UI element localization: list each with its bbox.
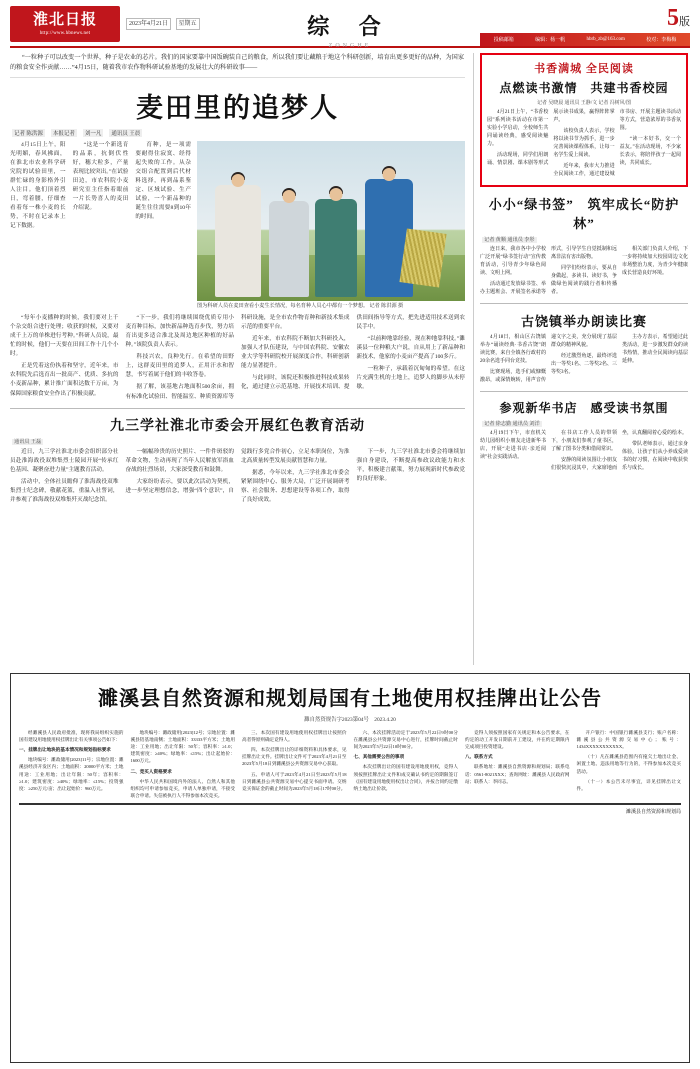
- second-paragraph: 活动中，全体社员瞻仰了淮海战役双堆集烈士纪念碑，敬献花篮，重温入社誓词，并参观了淮海战役双堆集歼灭战纪念馆。: [10, 478, 119, 503]
- feature3-paragraph: 比赛现场，选手们或慷慨激昂，或深情婉转，用声音传递文字之美，充分展现了基层群众的精神风貌。: [480, 335, 617, 383]
- lead-abstract: “一粒种子可以改变一个世界，种子是农业的芯片。我们的国家要靠中国饭碗装自己的粮食，所以我们要让藏粮于地这个科研创新，培育出更多更好的品种，为国家的粮食安全作贡献……”4月15日，随着我市农作物科研试验基地的发展壮大的科研故事——: [10, 53, 465, 78]
- notice-paragraph: 二、竞买人资格要求: [130, 768, 172, 774]
- notice-title: 濉溪县自然资源和规划局国有土地使用权挂牌出让公告: [98, 688, 602, 710]
- feature1-paragraph: 4月21日上午，“书香校园”系列读书活动在市第一实验小学启动，全校师生共同诵读经典，感受阅读魅力。: [487, 110, 549, 147]
- feature2-paragraph: 相关部门负责人介绍，下一步将持续加大校园周边文化市场整治力度，为青少年健康成长营造良好环境。: [622, 247, 688, 276]
- second-paragraph: 下一步，九三学社淮北市委会将继续加强自身建设，不断提高参政议政能力和水平，积极建言献策，努力展现新时代参政党的良好形象。: [356, 448, 465, 482]
- notice-body: [19, 729, 681, 799]
- photo-person-2: [269, 201, 309, 297]
- notice-signature: 濉溪县自然资源和规划局: [625, 809, 681, 815]
- page-number-value: 5: [667, 5, 679, 31]
- feature2-byline-text: 记者 黄顺 通讯员 李彤: [484, 237, 535, 243]
- photo-person-3: [315, 199, 357, 297]
- second-paragraph: 据悉，今年以来，九三学社淮北市委会紧紧围绕中心、服务大局，广泛开展调研考察、社会服务、思想建设等各项工作，取得了良好成效。: [241, 469, 350, 503]
- lead-paragraph: 育种，是一项需要耐得住寂寞、经得起失败的工作。从杂交组合配置到后代材料选择，再到品系鉴定、区域试验、生产试验，一个新品种的诞生往往需要8到10年的时间。: [135, 141, 191, 221]
- feature2-paragraph: 同学们纷纷表示，要从自身做起，多读书、读好书，争做绿色阅读的践行者和传播者。: [551, 266, 617, 295]
- notice-paragraph: 开户银行：中国银行濉溪县支行；账户名称：濉溪县公共资源交易中心；账号：1434XXXXXXXXXXX。: [576, 730, 681, 750]
- feature1-byline: 记者 吴晓晨 通讯员 王静/文 记者 冯树风/图: [536, 101, 632, 106]
- notice-paragraph: 本次挂牌出让的国有建设用地使用权，竞得人须按照挂牌出让文件和成交确认书约定的期限签订《国有建设用地使用权出让合同》，并按合同约定缴纳土地出让价款。: [353, 764, 458, 791]
- notice-doc-date: 2023.4.20: [374, 717, 396, 723]
- feature1-title: 点燃读书激情 共建书香校园: [499, 81, 669, 95]
- feature4-paragraph: 4月19日下午，市直机关幼儿园组织小朋友走进新华书店，开展“走进书店·亲近阅读”社会实践活动。: [480, 431, 546, 460]
- lead-paragraph: 4月15日上午，阳光明媚，春风拂面，在淮北市农业科学研究院的试验田里，一群忙碌的身影格外引人注目。他们顶着烈日，弯着腰，仔细查看着每一株小麦的长势，不时在记录本上记下数据。: [10, 141, 66, 230]
- land-notice: [10, 673, 690, 1063]
- highlighted-feature: [480, 53, 688, 187]
- feature1-paragraph: “读一本好书，交一个益友。”在活动现场，不少家长表示，将陪伴孩子一起阅读，共同成长。: [619, 137, 681, 166]
- byline-0: 记者 陈洪源: [14, 130, 43, 137]
- feature1-paragraph: 该校负责人表示，学校将以读书节为抓手，进一步完善阅读课程体系，让每一名学生爱上阅读。: [553, 129, 615, 158]
- feature4-body: [480, 430, 688, 473]
- notice-paragraph: 八、联系方式: [465, 754, 493, 760]
- second-paragraph: 近日，九三学社淮北市委会组织部分社员赴淮海战役双堆集烈士陵园开展“传承红色基因、凝聚奋进力量”主题教育活动。: [10, 448, 119, 473]
- second-byline-text: 通讯员 王磊: [14, 438, 42, 445]
- notice-paragraph: （十）凡在濉溪县范围内有拖欠土地出让金、闲置土地、违法用地等行为的，不得参加本次竞买活动。: [576, 754, 681, 774]
- lead-paragraph: 据了解，该基地占地面积500余亩，拥有标准化试验田、智能温室、种质资源库等科研设施，是全市农作物育种和新技术集成示范的重要平台。: [125, 315, 350, 400]
- feature4-byline-text: 记者 徐志勤 通讯员 刘洋: [484, 421, 540, 427]
- notice-doc-number: [19, 715, 681, 723]
- upper-content: [10, 53, 690, 665]
- notice-paragraph: 竞得人须按照国家有关规定和本公告要求，在约定的动工开发日期前开工建设，并在约定期限内完成项目投资建设。: [465, 730, 570, 750]
- newspaper-logo: [10, 6, 120, 42]
- second-body: [10, 448, 465, 505]
- notice-paragraph: 四、本次挂牌出让的详细资料和具体要求，见挂牌出让文件。挂牌出让文件可于2023年4月21日至2023年5月18日到濉溪县公共资源交易中心获取。: [242, 747, 347, 767]
- lead-headline: 麦田里的追梦人: [136, 92, 339, 123]
- notice-paragraph: 地块编号：濉政储用[2023]12号；宗地位置：濉溪县铝基地南侧；土地面积：33333平方米；土地用途：工业用地；出让年限：50年；容积率：≥1.0；建筑密度：≥40%；绿地率：≤15%；出让起始价：1600万元。: [130, 730, 235, 764]
- left-column: [10, 53, 465, 665]
- section-title: 综 合: [307, 14, 393, 39]
- notice-paragraph: 七、其他需要公告的事项: [353, 754, 405, 760]
- feature4-paragraph: 带队老师表示，通过亲身体验，让孩子们从小养成爱读书的好习惯，在阅读中收获快乐与成长。: [622, 442, 688, 471]
- lead-paragraph: 科技兴农，良种先行。在希望的田野上，这群麦田里的追梦人，正用汗水和智慧，书写着属于他们的丰收答卷。: [125, 354, 234, 379]
- masthead: [10, 6, 690, 48]
- notice-doc-no-text: 濉自然资规告字2023第04号: [304, 717, 369, 723]
- lead-photo: [197, 141, 465, 301]
- feature2-byline: [482, 236, 688, 243]
- byline-3: 通讯员 王晨: [111, 130, 141, 137]
- second-paragraph: 一幅幅珍贵的历史照片、一件件斑驳的革命文物，生动再现了当年人民解放军浴血奋战的壮烈场景，大家深受教育和鼓舞。: [125, 448, 234, 473]
- divider: [480, 303, 688, 304]
- lead-paragraph: 一粒种子，承载着沉甸甸的希望。在这片充满生机的土地上，追梦人的脚步从未停歇。: [356, 366, 465, 391]
- second-headline: 九三学社淮北市委会开展红色教育活动: [110, 418, 365, 434]
- right-column: [473, 53, 688, 665]
- feature2-paragraph: 连日来，我市各中小学校广泛开展“绿书签行动”宣传教育活动，引导青少年绿色阅读、文明上网。: [480, 247, 546, 276]
- page-number-unit: 版: [679, 16, 690, 28]
- feature4-byline: [482, 420, 688, 427]
- photo-person-1: [215, 185, 261, 297]
- lead-paragraph: “每年小麦播种的时候，我们要对上千个杂交组合进行处理；收获的时候，又要对成千上万的单株进行考种。”科研人员说，最忙的时候，他们一天要在田间工作十几个小时。: [10, 315, 119, 358]
- feature3-body: [480, 334, 688, 385]
- feature1-kicker: 书香满城 全民阅读: [534, 63, 634, 75]
- notice-paragraph: 经濉溪县人民政府批准，现将我局组织实施的国有建设用地使用权挂牌出让有关事项公告如下：: [19, 730, 124, 743]
- feature1-paragraph: 活动现场，同学们用朗诵、情景剧、课本剧等形式展示读书成果，赢得阵阵掌声。: [487, 110, 615, 166]
- divider: [480, 391, 688, 392]
- feature2-body: [480, 246, 688, 297]
- feature2-title: 小小“绿书签” 筑牢成长“防护林”: [488, 197, 680, 231]
- lead-paragraph: “以前种地靠经验，现在种地靠科技。”濉溪县一位种粮大户说，自从用上了新品种和新技术，他家的小麦亩产提高了100多斤。: [356, 336, 465, 361]
- page-number: [480, 6, 690, 30]
- editor-banner: [480, 33, 690, 46]
- page-number-block: [480, 6, 690, 46]
- feature4-paragraph: 安静的阅读氛围让小朋友们很快沉浸其中，大家席地而坐，认真翻阅着心爱的绘本。: [551, 431, 688, 471]
- feature3-title: 古饶镇举办朗读比赛: [520, 314, 647, 329]
- lead-body-top: [10, 141, 191, 231]
- notice-paragraph: 一、挂牌出让地块的基本情况和规划指标要求: [19, 747, 111, 753]
- banner-item-2: hbrb_zb@163.com: [586, 37, 625, 42]
- feature4-paragraph: 在书店工作人员的带领下，小朋友们参观了童书区，了解了图书分类和借阅常识。: [551, 431, 617, 452]
- divider: [10, 408, 465, 409]
- notice-paragraph: 联系地址：濉溪县自然资源和规划局；联系电话：0561-8021XXX；查询网址：濉溪县人民政府网站；联系人：李同志。: [465, 764, 570, 784]
- feature2-paragraph: 活动通过发放绿书签、举办主题班会、开展签名承诺等形式，引导学生自觉抵制和远离非法有害出版物。: [480, 247, 617, 295]
- lead-paragraph: “下一步，我们将继续围绕优质专用小麦育种目标，加快新品种选育步伐，努力培育出更多适合淮北及周边地区种植的好品种。”该院负责人表示。: [125, 315, 234, 349]
- byline-1: 本报记者: [52, 130, 75, 137]
- issue-date: 2023年4月21日: [126, 18, 171, 30]
- photo-caption: 图为科研人员在麦田查看小麦生长情况，每名育种人员心中都有一个梦想。 记者 陈洪源 摄: [197, 302, 404, 309]
- issue-date-block: [126, 18, 203, 30]
- section-pinyin: ZONGHE: [328, 43, 372, 49]
- notice-paragraph: 六、本次挂牌活动定于2023年5月22日9时00分在濉溪县公共资源交易中心进行，挂牌时间截止时间为2023年5月22日10时00分。: [353, 730, 458, 750]
- banner-item-1: 编辑：杨一帆: [535, 38, 566, 43]
- feature4-title: 参观新华书店 感受读书氛围: [499, 401, 669, 415]
- second-byline: [12, 438, 465, 445]
- notice-paragraph: （十一）本公告未尽事宜，详见挂牌出让文件。: [576, 778, 681, 791]
- feature1-body: [487, 109, 681, 179]
- feature3-paragraph: 主办方表示，希望通过此类活动，进一步激发群众的读书热情，推动全民阅读向基层延伸。: [622, 335, 688, 364]
- feature3-paragraph: 4月18日，相山区古饶镇举办“诵读经典·书香古饶”朗读比赛，来自全镇各行政村的20余名选手同台竞技。: [480, 335, 546, 364]
- logo-url: http://www.hbnews.net: [39, 30, 91, 36]
- lead-paragraph: 正是凭着这份执着和坚守，近年来，市农科院先后选育出一批高产、优质、多抗的小麦新品种，累计推广面积达数千万亩，为保障国家粮食安全作出了积极贡献。: [10, 363, 119, 397]
- banner-item-3: 校对：李梅梅: [646, 38, 677, 43]
- byline-2: 刘一凡: [84, 130, 102, 137]
- lead-body-bottom: [10, 314, 465, 401]
- feature1-paragraph: 近年来，我市大力推进全民阅读工作，通过建设城市书房、开展主题读书活动等方式，营造浓厚的书香氛围。: [553, 110, 681, 177]
- lead-paragraph: 近年来，市农科院不断加大科研投入，加强人才队伍建设，与中国农科院、安徽农业大学等科研院校开展深度合作，科研创新能力显著提升。: [241, 336, 350, 370]
- second-paragraph: 大家纷纷表示，要以此次活动为契机，进一步坚定理想信念，增强“四个意识”，自觉践行多党合作初心，立足本职岗位，为淮北高质量转型发展贡献智慧和力量。: [125, 448, 350, 494]
- issue-weekday: 星期五: [176, 18, 200, 30]
- logo-title: 淮北日报: [32, 11, 97, 28]
- lead-paragraph: “这是一个新选育的品系，抗倒伏性好，穗大粒多，产量表现比较突出。”在试验田边，市农科院小麦研究室主任指着眼前一片长势喜人的麦田介绍说。: [72, 141, 129, 212]
- notice-paragraph: 三、本次国有建设用地使用权挂牌出让按照价高者得原则确定竞得人。: [242, 730, 347, 743]
- photo-wheat-bundle: [399, 228, 446, 287]
- notice-divider: [19, 803, 681, 805]
- lead-byline: [12, 129, 465, 137]
- lead-photo-figure: [197, 141, 465, 310]
- banner-item-0: 投稿邮箱: [493, 38, 514, 43]
- notice-paragraph: 五、申请人可于2023年4月21日至2023年5月18日到濉溪县公共资源交易中心提交书面申请。交纳竞买保证金的截止时间为2023年5月18日17时00分。: [242, 771, 347, 791]
- notice-paragraph: 地块编号：濉政储用[2023]11号；宗地位置：濉溪县经济开发区内；土地面积：20000平方米；土地用途：工业用地；出让年限：50年；容积率：≥1.0；建筑密度：≥40%；绿地率：≤15%；投资强度：≥250万元/亩；出让起始价：960万元。: [19, 757, 124, 791]
- feature3-paragraph: 经过激烈角逐，最终评选出一等奖1名、二等奖2名、三等奖3名。: [551, 354, 617, 375]
- lead-paragraph: 与此同时，该院还积极推进科技成果转化，通过建立示范基地、开展技术培训、提供田间指导等方式，把先进适用技术送到农民手中。: [241, 315, 465, 391]
- notice-paragraph: 中华人民共和国境内外的法人、自然人和其他组织均可申请参加竞买，申请人单独申请，不接受联合申请。失信被执行人不得参加本次竞买。: [130, 778, 235, 798]
